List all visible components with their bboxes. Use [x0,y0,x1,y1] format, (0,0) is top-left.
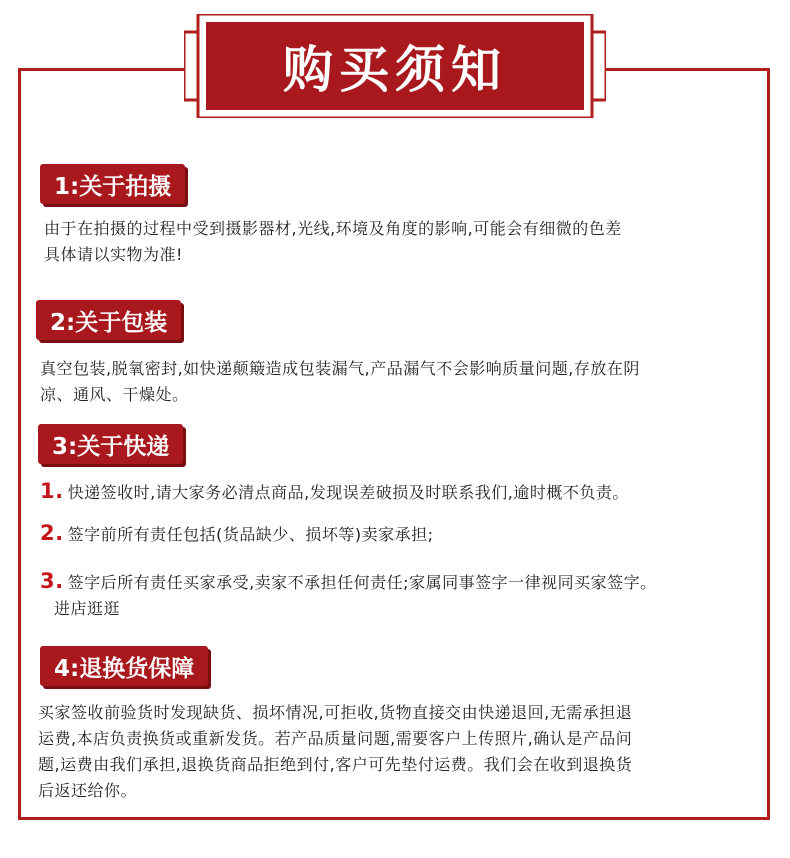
text-line: 凉、通风、干燥处。 [40,385,189,404]
text-line: 后返还给你。 [38,781,138,800]
header-banner [184,14,606,118]
section-title-shooting: 1:关于拍摄 [40,164,185,204]
page-title: 购买须知 [283,41,507,99]
section-text-shooting [44,216,622,268]
item-text: 快递签收时,请大家务必清点商品,发现误差破损及时联系我们,逾时概不负责。 [67,483,629,502]
section-title-returns: 4:退换货保障 [40,646,208,686]
text-line: 运费,本店负责换货或重新发货。若产品质量问题,需要客户上传照片,确认是产品问 [38,729,633,748]
section-title-packaging: 2:关于包装 [36,300,181,340]
delivery-item-2 [40,520,433,548]
text-line: 由于在拍摄的过程中受到摄影器材,光线,环境及角度的影响,可能会有细微的色差 [44,219,622,238]
shop-link[interactable]: 进店逛逛 [54,599,121,618]
text-line: 题,运费由我们承担,退换货商品拒绝到付,客户可先垫付运费。我们会在收到退换货 [38,755,633,774]
text-line: 买家签收前验货时发现缺货、损坏情况,可拒收,货物直接交由快递退回,无需承担退 [38,703,633,722]
item-number: 1. [40,479,64,503]
text-line: 具体请以实物为准! [44,245,183,264]
text-line: 真空包装,脱氧密封,如快递颠簸造成包装漏气,产品漏气不会影响质量问题,存放在阴 [40,359,640,378]
item-number: 3. [40,569,64,593]
item-text: 签字前所有责任包括(货品缺少、损坏等)卖家承担; [67,525,434,544]
section-text-packaging [40,356,640,408]
section-text-returns [38,700,632,804]
item-number: 2. [40,521,64,545]
item-text: 签字后所有责任买家承受,卖家不承担任何责任;家属同事签字一律视同买家签字。 [67,573,657,592]
delivery-item-3 [40,568,657,596]
delivery-item-1 [40,478,629,506]
section-title-delivery: 3:关于快递 [38,424,183,464]
